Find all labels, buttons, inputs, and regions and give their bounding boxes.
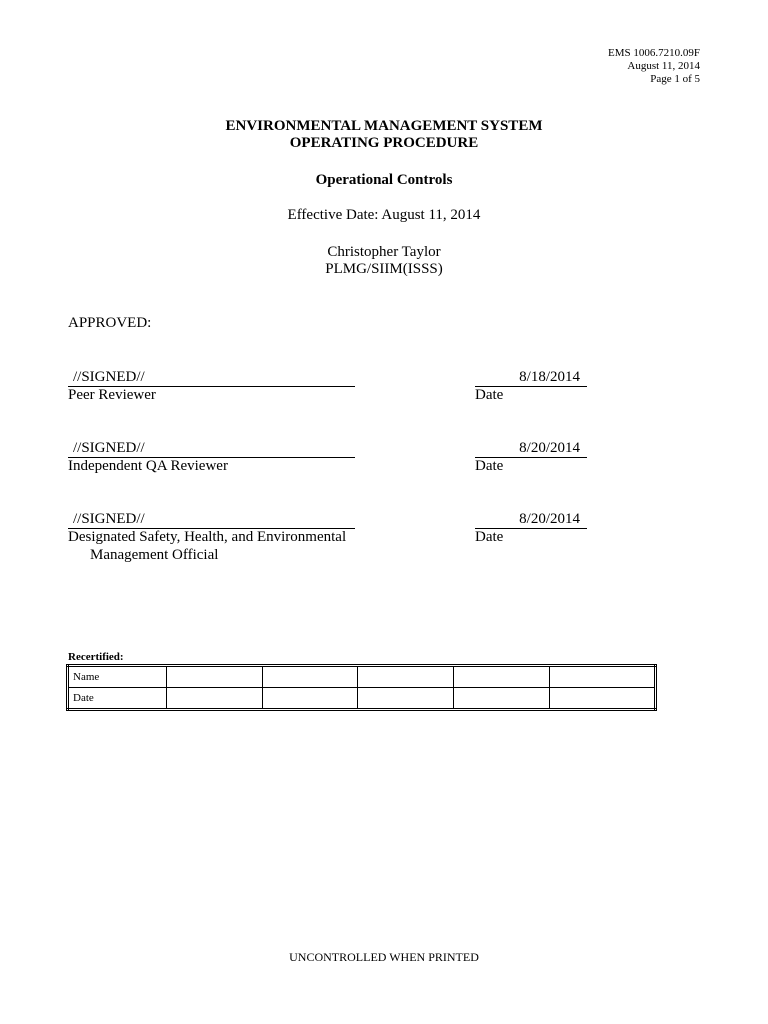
table-cell xyxy=(262,666,358,688)
signature-text: //SIGNED// xyxy=(73,369,145,385)
signature-text: //SIGNED// xyxy=(73,511,145,527)
signature-line xyxy=(68,439,355,458)
signature-text: //SIGNED// xyxy=(73,440,145,456)
signature-line xyxy=(68,510,355,529)
page-number: Page 1 of 5 xyxy=(650,73,700,85)
table-row xyxy=(68,688,656,710)
signer-role: Independent QA Reviewer xyxy=(68,458,228,474)
table-cell-label: Date xyxy=(68,688,167,710)
table-row xyxy=(68,666,656,688)
author-org: PLMG/SIIM(ISSS) xyxy=(325,261,443,277)
table-cell xyxy=(262,688,358,710)
date-line xyxy=(475,510,587,529)
signer-role-line-2: Management Official xyxy=(90,547,219,563)
approved-label: APPROVED: xyxy=(68,315,152,331)
signer-role: Peer Reviewer xyxy=(68,387,156,403)
signature-date: 8/18/2014 xyxy=(519,369,580,385)
table-cell-label: Name xyxy=(68,666,167,688)
signature-date: 8/20/2014 xyxy=(519,511,580,527)
date-line xyxy=(475,439,587,458)
table-cell xyxy=(549,666,655,688)
title-line-1: ENVIRONMENTAL MANAGEMENT SYSTEM xyxy=(225,118,543,134)
recertified-table xyxy=(66,664,657,711)
signature-date: 8/20/2014 xyxy=(519,440,580,456)
date-label: Date xyxy=(475,387,504,403)
footer-notice: UNCONTROLLED WHEN PRINTED xyxy=(289,950,479,964)
table-cell xyxy=(549,688,655,710)
date-line xyxy=(475,368,587,387)
table-cell xyxy=(167,666,263,688)
doc-number: EMS 1006.7210.09F xyxy=(608,47,700,59)
recertified-label: Recertified: xyxy=(68,651,124,663)
date-label: Date xyxy=(475,529,504,545)
table-cell xyxy=(358,688,454,710)
signature-line xyxy=(68,368,355,387)
table-cell xyxy=(358,666,454,688)
table-cell xyxy=(454,666,550,688)
effective-date: Effective Date: August 11, 2014 xyxy=(287,207,481,223)
author-name: Christopher Taylor xyxy=(327,244,441,260)
title-line-2: OPERATING PROCEDURE xyxy=(289,135,479,151)
table-cell xyxy=(454,688,550,710)
header-date: August 11, 2014 xyxy=(627,60,700,72)
document-header xyxy=(608,47,700,86)
date-label: Date xyxy=(475,458,504,474)
document-subtitle: Operational Controls xyxy=(315,172,453,188)
signer-role-line-1: Designated Safety, Health, and Environmental xyxy=(68,529,347,545)
table-cell xyxy=(167,688,263,710)
signer-role xyxy=(68,528,346,564)
